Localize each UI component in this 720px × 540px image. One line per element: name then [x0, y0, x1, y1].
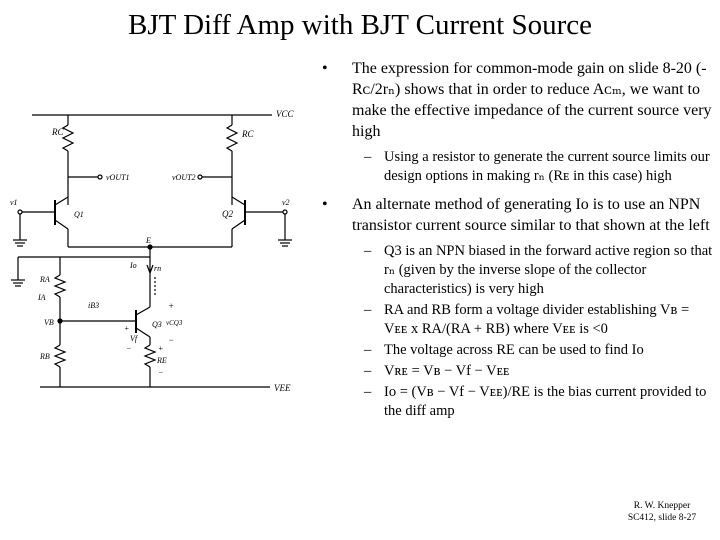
dash-mark: – — [364, 302, 372, 318]
rc-right-resistor — [227, 125, 237, 151]
ib3-label: iB3 — [88, 301, 100, 310]
bullet-text: An alternate method of generating Io is to use an NPN transistor current source similar to that shown at the left — [352, 196, 710, 234]
bullet-list — [322, 58, 714, 423]
sub-bullet-text: RA and RB form a voltage divider establishing Vʙ = Vᴇᴇ x RA/(RA + RB) where Vᴇᴇ is <0 — [384, 302, 690, 337]
vb-label: VB — [44, 318, 54, 327]
e-label: E — [146, 236, 151, 245]
dash-mark: – — [364, 363, 372, 379]
bullet-mark: • — [322, 196, 328, 213]
sub-bullet-text: Io = (Vʙ − Vf − Vᴇᴇ)/RE is the bias current provided to the diff amp — [384, 384, 707, 419]
rn-label: rn — [154, 264, 162, 273]
ra-resistor — [55, 275, 65, 297]
dash-mark: – — [364, 243, 372, 259]
sub-bullet-text: The voltage across RE can be used to find Io — [384, 342, 644, 358]
vf-plus: + — [124, 324, 130, 333]
re-label: RE — [157, 356, 167, 365]
vout2-label: vOUT2 — [172, 173, 196, 182]
sub-bullet-item — [322, 383, 714, 421]
rb-label: RB — [40, 352, 50, 361]
vout1-label: vOUT1 — [106, 173, 130, 182]
sub-bullet-item — [322, 301, 714, 339]
vcc-label: VCC — [276, 109, 294, 119]
circuit-schematic — [0, 95, 310, 400]
author-name: R. W. Knepper — [633, 501, 691, 511]
sub-bullet-item — [322, 148, 714, 186]
sub-bullet-text: Vʀᴇ = Vʙ − Vf − Vᴇᴇ — [384, 363, 510, 379]
ia-label: IA — [38, 293, 46, 302]
vcq3-label: vCQ3 — [166, 319, 183, 327]
sub-bullet-text: Using a resistor to generate the current source limits our design options in making rₙ (Rᴇ in this case) high — [384, 149, 710, 184]
vf-minus: − — [126, 344, 132, 353]
vcq3-plus: + — [168, 301, 175, 311]
rc-left-resistor — [63, 125, 73, 151]
v2-label: v2 — [282, 198, 290, 207]
vee-label: VEE — [274, 383, 291, 393]
re-resistor — [145, 345, 155, 367]
rc-right-label: RC — [242, 129, 254, 139]
bullet-mark: • — [322, 60, 328, 77]
bullet-text: The expression for common-mode gain on slide 8-20 (-Rᴄ/2rₙ) shows that in order to reduce Aᴄₘ, we want to make the effective impedance of the current source very high — [352, 60, 712, 140]
slide-reference: SC412, slide 8-27 — [627, 513, 697, 523]
bullet-item — [322, 58, 714, 142]
sub-bullet-text: Q3 is an NPN biased in the forward active region so that rₙ (given by the inverse slope of the collector characteristics) is very high — [384, 243, 713, 297]
sub-bullet-item — [322, 341, 714, 360]
author-credit — [610, 500, 714, 524]
dash-mark: – — [364, 384, 372, 400]
sub-bullet-item — [322, 362, 714, 381]
re-minus: − — [158, 368, 164, 377]
io-label: Io — [130, 261, 137, 270]
vcq3-minus: − — [168, 335, 175, 345]
q3-label: Q3 — [152, 320, 162, 329]
q1-label: Q1 — [74, 210, 84, 219]
sub-bullet-item — [322, 242, 714, 299]
rb-resistor — [55, 345, 65, 367]
rc-left-label: RC — [52, 127, 64, 137]
q2-label: Q2 — [222, 209, 233, 219]
slide-title: BJT Diff Amp with BJT Current Source — [128, 9, 592, 41]
bullet-item — [322, 194, 714, 236]
v1-label: v1 — [10, 198, 18, 207]
dash-mark: – — [364, 149, 372, 165]
dash-mark: – — [364, 342, 372, 358]
ra-label: RA — [40, 275, 50, 284]
vf-label: Vf — [130, 334, 138, 343]
re-plus: + — [158, 344, 164, 353]
